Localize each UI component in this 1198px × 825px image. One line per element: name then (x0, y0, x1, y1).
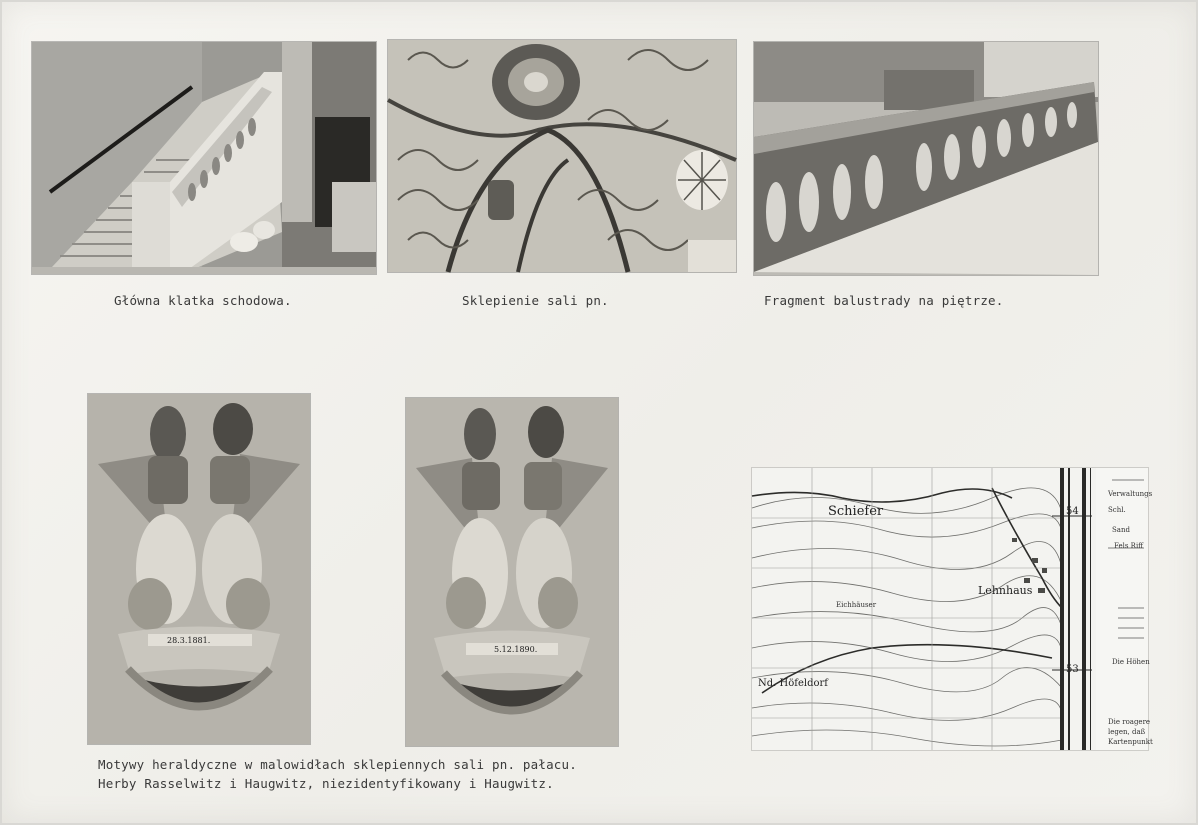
map-legend-8: Kartenpunkt (1108, 738, 1153, 746)
map-label-hofeldorf: Nd. Höfeldorf (758, 678, 828, 689)
crest-left-photo (88, 394, 310, 744)
crest-right-photo (406, 398, 618, 746)
topographic-map (752, 468, 1153, 750)
vault-photo (388, 40, 736, 272)
stairs-caption: Główna klatka schodowa. (114, 293, 292, 308)
map-label-lehnhaus: Lehnhaus (978, 584, 1033, 597)
map-legend-6: Die roagere (1108, 718, 1151, 726)
map-label-eichhauser: Eichhäuser (836, 601, 877, 609)
map-legend-7: legen, daß (1108, 728, 1146, 736)
archive-sheet (2, 2, 1196, 823)
map-legend-2: Schl. (1108, 506, 1126, 514)
map-grid-53: 53 (1066, 664, 1079, 675)
map-legend-3: Sand (1112, 526, 1130, 534)
heraldic-caption-line-1: Motywy heraldyczne w malowidłach sklepiennych sali pn. pałacu. (98, 757, 577, 772)
balustrade-caption: Fragment balustrady na piętrze. (764, 293, 1004, 308)
balustrade-photo (754, 42, 1098, 275)
staircase-photo (32, 42, 376, 274)
crest-right-date: 5.12.1890. (494, 645, 538, 654)
map-label-schiefer: Schiefer (828, 504, 884, 519)
map-grid-54: 54 (1066, 506, 1079, 517)
map-legend-1: Verwaltungs (1108, 490, 1153, 498)
map-legend-5: Die Höhen (1112, 658, 1150, 666)
heraldic-caption (98, 755, 577, 793)
vault-caption: Sklepienie sali pn. (462, 293, 609, 308)
crest-left-date: 28.3.1881. (167, 636, 211, 645)
heraldic-caption-line-2: Herby Rasselwitz i Haugwitz, niezidentyfikowany i Haugwitz. (98, 776, 554, 791)
map-legend-4: Fels Riff (1114, 542, 1144, 550)
